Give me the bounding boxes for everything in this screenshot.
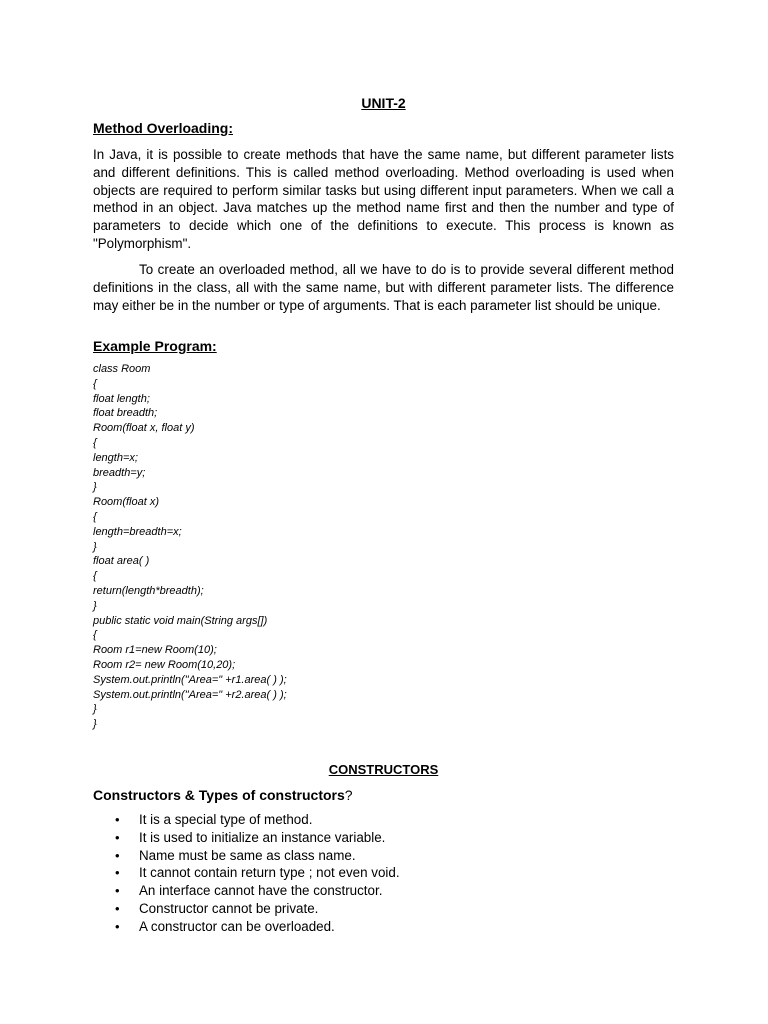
- code-line: length=x;: [93, 451, 138, 464]
- code-line: {: [93, 377, 97, 390]
- code-line: Room(float x, float y): [93, 422, 195, 435]
- code-line: float length;: [93, 392, 150, 405]
- code-line: }: [93, 703, 97, 716]
- list-item: [93, 918, 400, 936]
- list-item: [93, 811, 400, 829]
- code-line: }: [93, 599, 97, 612]
- document-page: [93, 0, 674, 1024]
- code-line: float area( ): [93, 555, 150, 568]
- list-item-text: It is a special type of method.: [139, 812, 313, 827]
- constructor-types-heading-suffix: ?: [344, 787, 353, 803]
- code-line: }: [93, 718, 97, 731]
- bullet-icon: •: [115, 918, 120, 934]
- code-line: length=breadth=x;: [93, 525, 182, 538]
- code-line: System.out.println("Area=" +r1.area( ) );: [93, 673, 287, 686]
- code-line: {: [93, 436, 97, 449]
- constructors-title: CONSTRUCTORS: [328, 762, 439, 777]
- code-line: Room r1=new Room(10);: [93, 644, 217, 657]
- constructor-types-heading: [93, 787, 353, 803]
- bullet-icon: •: [115, 900, 120, 916]
- code-line: System.out.println("Area=" +r2.area( ) );: [93, 688, 287, 701]
- list-item-text: It is used to initialize an instance variable.: [139, 829, 386, 845]
- code-line: Room(float x): [93, 496, 160, 509]
- list-item-text: A constructor can be overloaded.: [139, 918, 335, 934]
- list-item: [93, 864, 400, 882]
- list-item-text: It cannot contain return type ; not even void.: [139, 865, 400, 881]
- code-line: }: [93, 481, 97, 494]
- unit-title: UNIT-2: [361, 95, 406, 111]
- list-item: [93, 829, 400, 847]
- code-line: Room r2= new Room(10,20);: [93, 658, 236, 671]
- code-line: {: [93, 570, 97, 583]
- bullet-icon: •: [115, 883, 120, 899]
- code-line: {: [93, 510, 97, 523]
- method-overloading-paragraph-2: To create an overloaded method, all we have to do is to provide several different method definitions in the class, all with the same name, but with different parameter lists. The difference may either be in the number or type of arguments. That is each parameter list should be unique.: [93, 262, 674, 313]
- code-line: public static void main(String args[]): [93, 614, 268, 627]
- code-line: class Room: [93, 363, 151, 375]
- example-code-block: [93, 362, 287, 732]
- code-line: float breadth;: [93, 407, 158, 420]
- list-item: [93, 847, 400, 865]
- list-item-text: Constructor cannot be private.: [139, 900, 319, 916]
- method-overloading-heading: Method Overloading:: [93, 120, 233, 136]
- code-line: return(length*breadth);: [93, 584, 204, 597]
- constructor-types-heading-text: Constructors & Types of constructors: [93, 787, 345, 803]
- bullet-icon: •: [115, 812, 120, 827]
- bullet-icon: •: [115, 865, 120, 881]
- list-item-text: An interface cannot have the constructor.: [139, 883, 383, 899]
- example-program-heading: Example Program:: [93, 338, 217, 354]
- bullet-icon: •: [115, 829, 120, 845]
- code-line: {: [93, 629, 97, 642]
- list-item: [93, 900, 400, 918]
- list-item: [93, 882, 400, 900]
- bullet-icon: •: [115, 847, 120, 863]
- code-line: }: [93, 540, 97, 553]
- list-item-text: Name must be same as class name.: [139, 847, 356, 863]
- method-overloading-paragraph-1: In Java, it is possible to create methods that have the same name, but different parameter lists and different definitions. This is called method overloading. Method overloading is used when objects are required to perform similar tasks but using different input parameters. When we call a method in an object. Java matches up the method name first and then the number and type of parameters to decide which one of the definitions to execute. This process is known as "Polymorphism".: [93, 147, 674, 251]
- code-line: breadth=y;: [93, 466, 146, 479]
- constructor-facts-list: [93, 811, 400, 936]
